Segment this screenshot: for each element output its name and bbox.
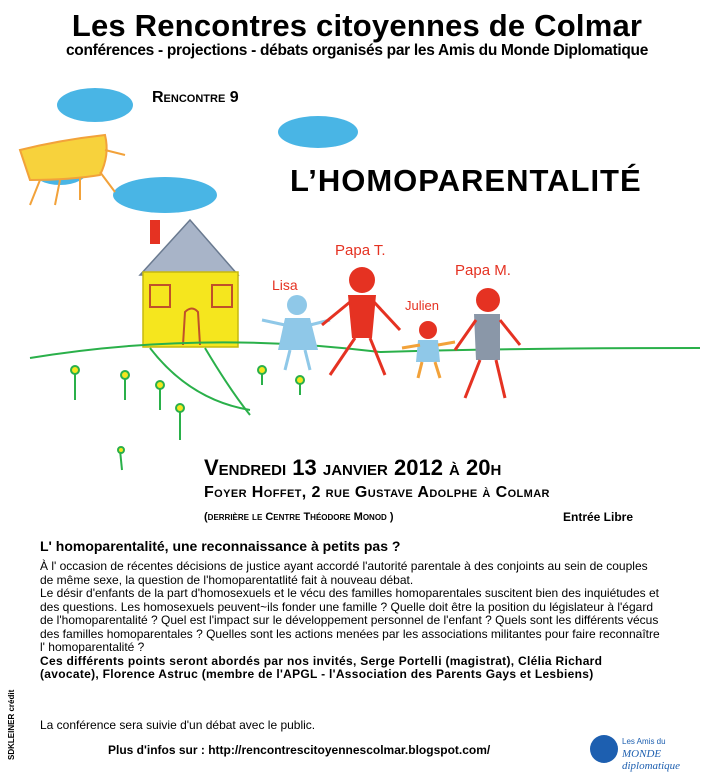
- more-info-link[interactable]: Plus d'infos sur : http://rencontrescitoyennescolmar.blogspot.com/: [108, 743, 491, 757]
- logo-line-2: MONDE diplomatique: [622, 748, 681, 772]
- poster-subtitle: conférences - projections - débats organisés par les Amis du Monde Diplomatique: [65, 42, 649, 59]
- cloud-3: [113, 177, 217, 213]
- entry-info: Entrée Libre: [563, 510, 634, 524]
- article-paragraph-3: Ces différents points seront abordés par nos invités, Serge Portelli (magistrat), Clélia Richard (avocate), Florence Astruc (membre de l'APGL - l'Association des Parents Gays et Lesbiens): [40, 653, 603, 681]
- article-body: [40, 560, 660, 682]
- cloud-2: [278, 116, 358, 148]
- figure-papa-m-body: [474, 314, 500, 360]
- drawing-label-lisa: Lisa: [272, 277, 298, 293]
- drawing-label-papa-m: Papa M.: [455, 262, 511, 279]
- globe-icon: [590, 735, 618, 763]
- credit-text: SDKLEINER crédit: [7, 689, 16, 760]
- event-venue: Foyer Hoffet, 2 rue Gustave Adolphe à Colmar: [204, 484, 550, 501]
- path-line-1: [150, 348, 250, 410]
- article-closing: La conférence sera suivie d'un débat avec le public.: [40, 718, 316, 732]
- figure-papa-t-head: [349, 267, 375, 293]
- monde-diplomatique-logo: [590, 733, 710, 772]
- drawing-label-julien: Julien: [405, 298, 439, 313]
- figure-julien-head: [419, 321, 437, 339]
- house-chimney: [150, 220, 160, 244]
- drawing-label-papa-t: Papa T.: [335, 242, 386, 259]
- event-date: Vendredi 13 janvier 2012 à 20h: [204, 455, 502, 480]
- article-paragraph-2: Le désir d'enfants de la part d'homosexuels et le vécu des familles homoparentales suscitent bien des inquiétudes et des questions. Les homosexuels peuvent~ils fonder une famille ? Quelle doit être la position du législateur à l'égard de l'homoparentalité ? Quel est l'impact sur le développement personnel de l'enfant ? Quels sont les différents vécus des familles homoparentales ? Quelles sont les actions menées par les associations militantes pour faire reconnaître l' homoparentalité ?: [40, 586, 660, 654]
- cloud-1: [57, 88, 133, 122]
- sun: [20, 135, 107, 180]
- poster-title: Les Rencontres citoyennes de Colmar: [71, 8, 643, 43]
- figure-papa-m-head: [476, 288, 500, 312]
- child-drawing: [0, 80, 714, 480]
- ground-line: [30, 342, 700, 358]
- article-paragraph-1: À l' occasion de récentes décisions de justice ayant accordé l'autorité parentale à des conjoints au sein de couples de même sexe, la question de l'homoparentatlité fait à nouveau débat.: [40, 559, 648, 587]
- figure-lisa-body: [278, 318, 318, 350]
- event-venue-note: (derrière le Centre Théodore Monod ): [204, 511, 394, 523]
- photo-credit: [0, 672, 14, 762]
- event-title: L’HOMOPARENTALITÉ: [290, 163, 642, 198]
- event-number: Rencontre 9: [152, 89, 239, 106]
- figure-papa-t-body: [348, 295, 376, 338]
- figure-julien-body: [416, 340, 440, 362]
- logo-line-1: Les Amis du: [622, 737, 666, 746]
- figure-lisa-head: [287, 295, 307, 315]
- article-heading: L' homoparentalité, une reconnaissance à petits pas ?: [40, 538, 401, 554]
